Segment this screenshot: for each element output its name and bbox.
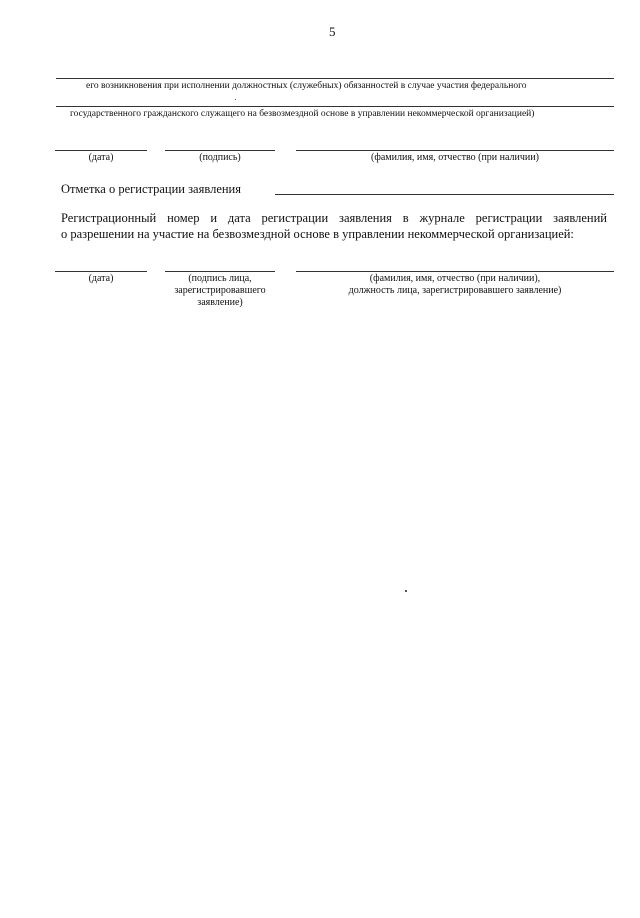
date-line-2 <box>55 271 147 272</box>
name-caption-2-line-2: должность лица, зарегистрировавшего заявление) <box>348 285 562 296</box>
name-caption-1: (фамилия, имя, отчество (при наличии) <box>371 152 539 163</box>
registration-mark-label: Отметка о регистрации заявления <box>61 182 241 196</box>
registration-paragraph-line-1: Регистрационный номер и дата регистрации заявления в журнале регистрации заявлений <box>61 211 607 225</box>
name-line-2 <box>296 271 614 272</box>
page-number: 5 <box>329 24 336 39</box>
date-caption-2: (дата) <box>88 273 114 284</box>
signature-caption-2-line-3: заявление) <box>197 297 243 308</box>
date-line-1 <box>55 150 147 151</box>
registration-mark-line <box>275 194 614 195</box>
signature-caption-2-line-1: (подпись лица, <box>188 273 252 284</box>
top-block-line-2: государственного гражданского служащего на безвозмездной основе в управлении некоммерческой организацией) <box>70 109 535 119</box>
name-caption-2-line-1: (фамилия, имя, отчество (при наличии), <box>369 273 541 284</box>
scan-speck <box>235 99 236 100</box>
registration-paragraph-line-2: о разрешении на участие на безвозмездной основе в управлении некоммерческой организацией: <box>61 227 574 241</box>
signature-line-1 <box>165 150 275 151</box>
top-block-line-1: его возникновения при исполнении должностных (служебных) обязанностей в случае участия федерального <box>86 81 527 91</box>
name-line-1 <box>296 150 614 151</box>
top-rule-2 <box>56 106 614 107</box>
signature-line-2 <box>165 271 275 272</box>
date-caption-1: (дата) <box>88 152 114 163</box>
signature-caption-1: (подпись) <box>199 152 241 163</box>
name-caption-2 <box>296 273 614 297</box>
top-rule-1 <box>56 78 614 79</box>
signature-caption-2 <box>160 273 280 309</box>
scan-speck <box>405 590 407 592</box>
signature-caption-2-line-2: зарегистрировавшего <box>174 285 266 296</box>
